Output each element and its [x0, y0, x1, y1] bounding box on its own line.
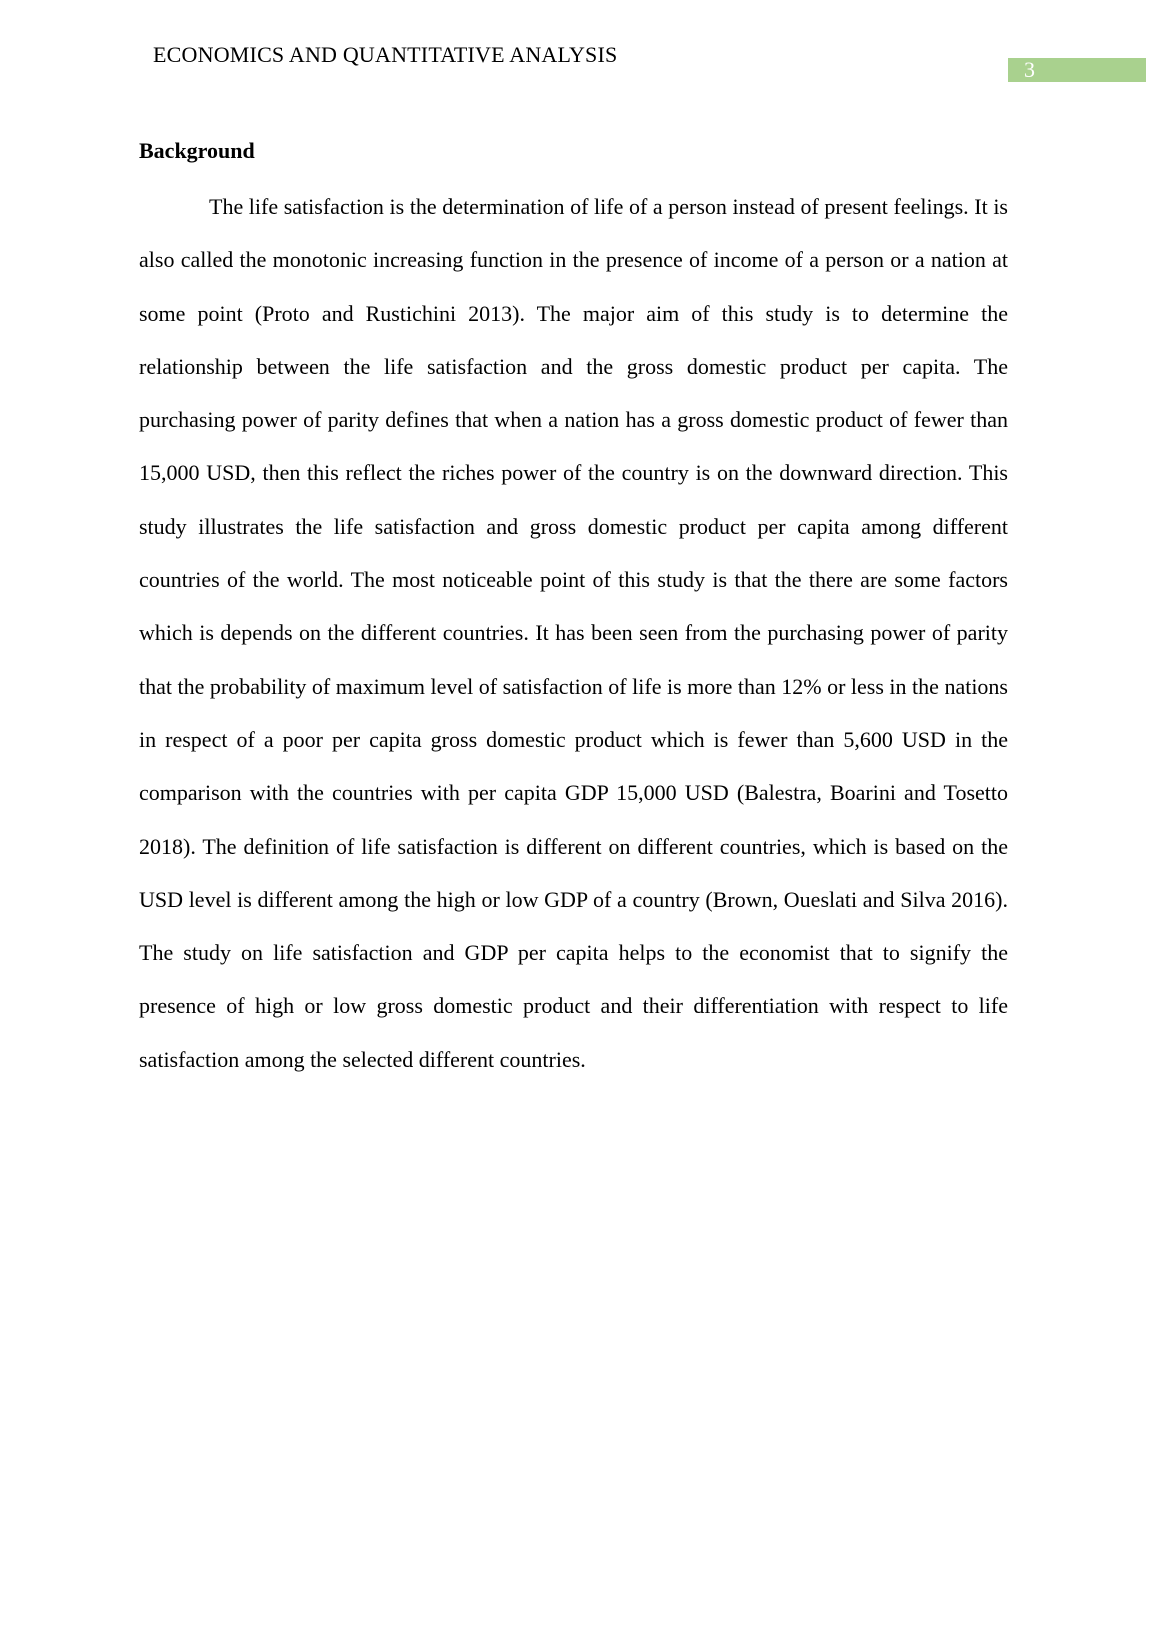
- running-head-title: ECONOMICS AND QUANTITATIVE ANALYSIS: [153, 42, 618, 67]
- section-heading: Background: [139, 138, 255, 163]
- page-number: 3: [1008, 58, 1146, 82]
- body-paragraph: The life satisfaction is the determination of life of a person instead of present feelings. It is also called the monotonic increasing function in the presence of income of a person or a nation at some point (Proto and Rustichini 2013). The major aim of this study is to determine the relationship between the life satisfaction and the gross domestic product per capita. The purchasing power of parity defines that when a nation has a gross domestic product of fewer than 15,000 USD, then this reflect the riches power of the country is on the downward direction. This study illustrates the life satisfaction and gross domestic product per capita among different countries of the world. The most noticeable point of this study is that the there are some factors which is depends on the different countries. It has been seen from the purchasing power of parity that the probability of maximum level of satisfaction of life is more than 12% or less in the nations in respect of a poor per capita gross domestic product which is fewer than 5,600 USD in the comparison with the countries with per capita GDP 15,000 USD (Balestra, Boarini and Tosetto 2018). The definition of life satisfaction is different on different countries, which is based on the USD level is different among the high or low GDP of a country (Brown, Oueslati and Silva 2016). The study on life satisfaction and GDP per capita helps to the economist that to signify the presence of high or low gross domestic product and their differentiation with respect to life satisfaction among the selected different countries.: [139, 194, 1008, 1072]
